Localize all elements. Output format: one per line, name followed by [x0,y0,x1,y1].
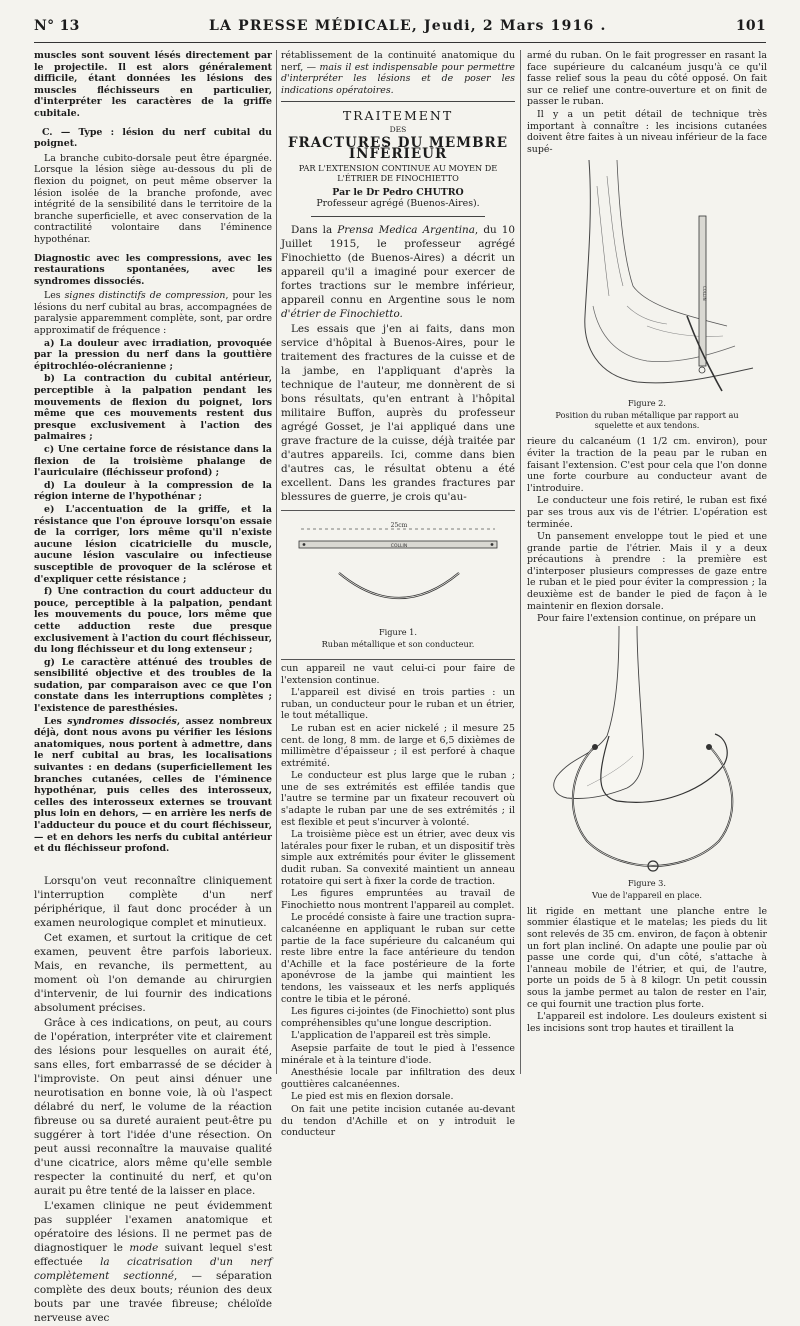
paragraph: Le pied est mis en flexion dorsale. [291,1091,454,1103]
figure-2-subcaption: Position du ruban métallique par rapport au squelette et aux tendons. [555,410,739,431]
paragraph: cun appareil ne vaut celui-ci pour faire de l'extension continue. [281,662,515,686]
paragraph: Les essais que j'en ai faits, dans mon service d'hôpital à Buenos-Aires, pour le traitement des fractures de la cuisse et de la jambe, en l'appliquant d'après la technique de l'auteur, me donnèrent de si bons résultats, qu'en entrant à l'hôpital militaire Buffon, auprès du professeur agrégé Gosset, je l'ai appliqué dans une grave fracture de la cuisse, déjà traitée par d'autres appareils. Ici, comme dans bien d'autres cas, le résultat obtenu a été excellent. Dans les grandes fractures par blessures de guerre, je crois qu'au- [281,322,515,503]
column-left [34,50,272,1326]
paragraph: Dans la Prensa Medica Argentina, du 10 Juillet 1915, le professeur agrégé Finochietto (de Buenos-Aires) a décrit un appareil qu'il a imaginé pour exercer de fortes tractions sur le membre inférieur, appareil connu en Argentine sous le nom d'étrier de Finochietto. [281,223,515,320]
paragraph: Les syndromes dissociés, assez nombreux déjà, dont nous avons pu vérifier les lésions anatomiques, nous portent à admettre, dans le nerf cubital au bras, les localisations suivantes : en dedans (superficiellement les branches cutanées, celles de l'éminence hypothénar, puis celles des interosseux, celles des interosseux externes se trouvant plus loin en dehors, — en arrière les nerfs de l'adducteur du pouce et du court fléchisseur, — et en dehors les nerfs du cubital antérieur et du fléchisseur profond. [34,715,272,855]
paragraph: Pour faire l'extension continue, on prépare un [537,613,757,625]
journal-title: LA PRESSE MÉDICALE, Jeudi, 2 Mars 1916 . [208,18,607,34]
paragraph: La troisième pièce est un étrier, avec deux vis latérales pour fixer le ruban, et un dispositif très simple aux extrémités pour éviter le glissement dudit ruban. Sa convexité maintient un anneau rotatoire qui sert à fixer la corde de traction. [281,829,515,887]
column-right [527,50,767,1035]
paragraph: lit rigide en mettant une planche entre le sommier élastique et le matelas; les pieds du lit sont relevés de 35 cm. environ, de façon à obtenir un fort plan incliné. On adapte une poulie par où passe une corde qui, d'un côté, s'attache à l'anneau mobile de l'étrier, et qui, de l'autre, porte un poids de 5 à 8 kilogr. Un petit coussin sous la jambe permet au talon de rester en l'air, ce qui fournit une traction plus forte. [527,905,767,1010]
column-middle [281,50,515,1140]
paragraph: Asepsie parfaite de tout le pied à l'essence minérale et à la teinture d'iode. [281,1042,515,1066]
paragraph: Un pansement enveloppe tout le pied et une grande partie de l'étrier. Mais il y a deux précautions à prendre : la première est d'interposer plusieurs compresses de gaze entre le ruban et le pied pour éviter la compression ; la deuxième est de bander le pied de façon à le maintenir en flexion dorsale. [527,531,767,612]
list-item: g) Le caractère atténué des troubles de sensibilité objective et des troubles de la sudation, par comparaison avec ce que l'on constate dans les interruptions complètes ; l'existence de paresthésies. [34,656,272,715]
paragraph: L'examen clinique ne peut évidemment pas suppléer l'examen anatomique et opératoire des lésions. Il ne permet pas de diagnostiquer le mode suivant lequel s'est effectuée la cicatrisation d'un nerf complètement sectionné, — séparation complète des deux bouts; réunion des deux bouts par une travée fibreuse; chéloïde nerveuse avec [34,1199,273,1324]
column-divider [520,50,521,1074]
paragraph: rieure du calcanéum (1 1/2 cm. environ), pour éviter la traction de la peau par le ruban en faisant l'extension. C'est pour cela que l'on donne une forte courbure au conducteur avant de l'introduire. [527,436,767,494]
figure-1-caption: Figure 1. [379,626,417,637]
list-item: e) L'accentuation de la griffe, et la résistance que l'on éprouve lorsqu'on essaie de la corriger, lors même qu'il n'existe aucune lésion cicatricielle du muscle, aucune lésion vasculaire ou infectieuse susceptible de provoquer de la sclérose et d'expliquer cette résistance ; [34,503,272,585]
paragraph: armé du ruban. On le fait progresser en rasant la face supérieure du calcanéum jusqu'à ce qu'il fasse relief sous la peau du côté opposé. On fait sur ce relief une contre-ouverture et on finit de passer le ruban. [527,50,767,108]
paragraph: L'application de l'appareil est très simple. [291,1030,491,1042]
paragraph: Grâce à ces indications, on peut, au cours de l'opération, interpréter vite et clairement des lésions pour lesquelles on aurait été, sans elles, fort embarrassé de se décider à l'improviste. On peut ainsi dénuer une neurotisation en bonne voie, là où l'aspect délabré du nerf, le volume de la réaction fibreuse ou sa dureté auraient peut-être pu suggérer à tort l'idée d'une résection. On peut aussi reconnaître la mauvaise qualité d'une cicatrice, alors même qu'elle semble respecter la continuité du nerf, et qu'on aurait pu être tenté de la laisser en place. [34,1016,272,1197]
paragraph: Il y a un petit détail de technique très important à connaître : les incisions cutanées doivent être faites à un niveau inférieur de la face supé- [527,108,767,155]
figure-3-caption: Figure 3. [628,877,666,888]
paragraph: On fait une petite incision cutanée au-devant du tendon d'Achille et on y introduit le conducteur [281,1103,515,1139]
section-heading: Diagnostic avec les compressions, avec les restaurations spontanées, avec les syndromes dissociés. [34,252,272,287]
figure-3 [527,626,767,900]
list-item: c) Une certaine force de résistance dans la flexion de la troisième phalange de l'auriculaire (fléchisseur profond) ; [34,444,272,479]
article-main-title: FRACTURES DU MEMBRE INFÉRIEUR [287,134,509,163]
article-title: TRAITEMENT [342,108,454,124]
paragraph: Les figures ci-jointes (de Finochietto) sont plus compréhensibles qu'une longue description. [281,1006,515,1029]
article-author: Par le Dr Pedro CHUTRO [332,186,464,198]
list-item: b) La contraction du cubital antérieur, perceptible à la palpation pendant les mouvements de flexion du poignet, lors même que ces mouvements restent dus presque exclusivement à l'action des palmaires ; [34,373,272,443]
figure-1 [281,510,515,660]
paragraph: L'appareil est divisé en trois parties : un ruban, un conducteur pour le ruban et un étrier, le tout métallique. [281,687,515,722]
header-rule [34,42,766,43]
figure-3-subcaption: Vue de l'appareil en place. [591,889,702,900]
author-role: Professeur agrégé (Buenos-Aires). [316,198,480,210]
heel-skeleton-figure-image [527,156,767,396]
paragraph: Les figures empruntées au travail de Finochietto nous montrent l'appareil au complet. [281,888,515,911]
paragraph: Lorsqu'on veut reconnaître cliniquement l'interruption complète d'un nerf périphérique, il faut donc procéder à un examen neurologique complet et minutieux. [34,874,272,929]
page-number: 101 [735,18,766,34]
paragraph: Le conducteur est plus large que le ruban ; une de ses extrémités est effilée tandis que l'autre se termine par un fixateur recouvert où s'adapte le ruban par une de ses extrémités ; il est flexible et peut s'incurver à volonté. [281,770,515,828]
paragraph: Le ruban est en acier nickelé ; il mesure 25 cent. de long, 8 mm. de large et 6,5 dixièmes de millimètre d'épaisseur ; il est perforé à chaque extrémité. [281,722,515,769]
length-label: 25cm [390,521,408,529]
svg-text:COLLIN: COLLIN [390,543,408,549]
intro-paragraph: muscles sont souvent lésés directement par le projectile. Il est alors généralement difficile, étant données les lésions des muscles fléchisseurs en particulier, d'interpréter les caractères de la griffe cubitale. [34,50,272,119]
ribbon-figure-image [281,515,515,625]
article-title-des: DES [389,124,407,134]
paragraph: La branche cubito-dorsale peut être épargnée. Lorsque la lésion siège au-dessous du pli de flexion du poignet, on peut même observer la lésion isolée de la branche profonde, avec intégrité de la sensibilité dans le territoire de la branche superficielle, et avec conservation de la contractilité volontaire dans l'éminence hypothénar. [34,152,272,245]
article-subtitle: PAR L'EXTENSION CONTINUE AU MOYEN DE L'ÉTRIER DE FINOCHIETTO [298,162,498,183]
page-header [34,18,766,40]
section-heading: C. — Type : lésion du nerf cubital du poignet. [34,126,272,150]
list-item: a) La douleur avec irradiation, provoquée par la pression du nerf dans la gouttière épitrochléo-olécranienne ; [34,337,272,372]
paragraph: Les signes distinctifs de compression, pour les lésions du nerf cubital au bras, accompagnées de paralysie apparemment complète, sont, par ordre approximatif de fréquence : [34,290,272,337]
svg-text:COLLIN: COLLIN [702,286,707,301]
paragraph: Anesthésie locale par infiltration des deux gouttières calcanéennes. [281,1067,515,1090]
list-item: d) La douleur à la compression de la région interne de l'hypothénar ; [34,479,272,503]
issue-number: N° 13 [34,18,80,34]
paragraph: Le procédé consiste à faire une traction supra-calcanéenne en appliquant le ruban sur cette partie de la face supérieure du calcanéum qui reste libre entre la face antérieure du tendon d'Achille et la face postérieure de la forte aponévrose de la jambe qui maintient les tendons, les vaisseaux et les nerfs appliqués contre le tibia et le péroné. [281,912,515,1005]
column-divider [276,50,277,1074]
paragraph: rétablissement de la continuité anatomique du nerf, — mais il est indispensable pour permettre d'interpréter les lésions et de poser les indications opératoires. [281,50,515,96]
author-rule [311,216,485,217]
paragraph: L'appareil est indolore. Les douleurs existent si les incisions sont trop hautes et tiraillent la [527,1011,767,1034]
figure-1-subcaption: Ruban métallique et son conducteur. [321,638,475,649]
stirrup-figure-image [527,626,767,876]
article-rule [281,101,515,102]
figure-2 [527,156,767,430]
figure-2-caption: Figure 2. [628,398,666,409]
paragraph: Le conducteur une fois retiré, le ruban est fixé par ses trous aux vis de l'étrier. L'opération est terminée. [527,495,767,530]
paragraph: Cet examen, et surtout la critique de cet examen, peuvent être parfois laborieux. Mais, en revanche, ils permettent, au moment où l'on demande au chirurgien d'intervenir, de lui fournir des indications absolument précises. [34,931,272,1014]
list-item: f) Une contraction du court adducteur du pouce, perceptible à la palpation, pendant les mouvements du pouce, lors même que cette adduction reste due presque exclusivement à l'action du court fléchisseur, du long fléchisseur et du long extenseur ; [34,586,272,656]
